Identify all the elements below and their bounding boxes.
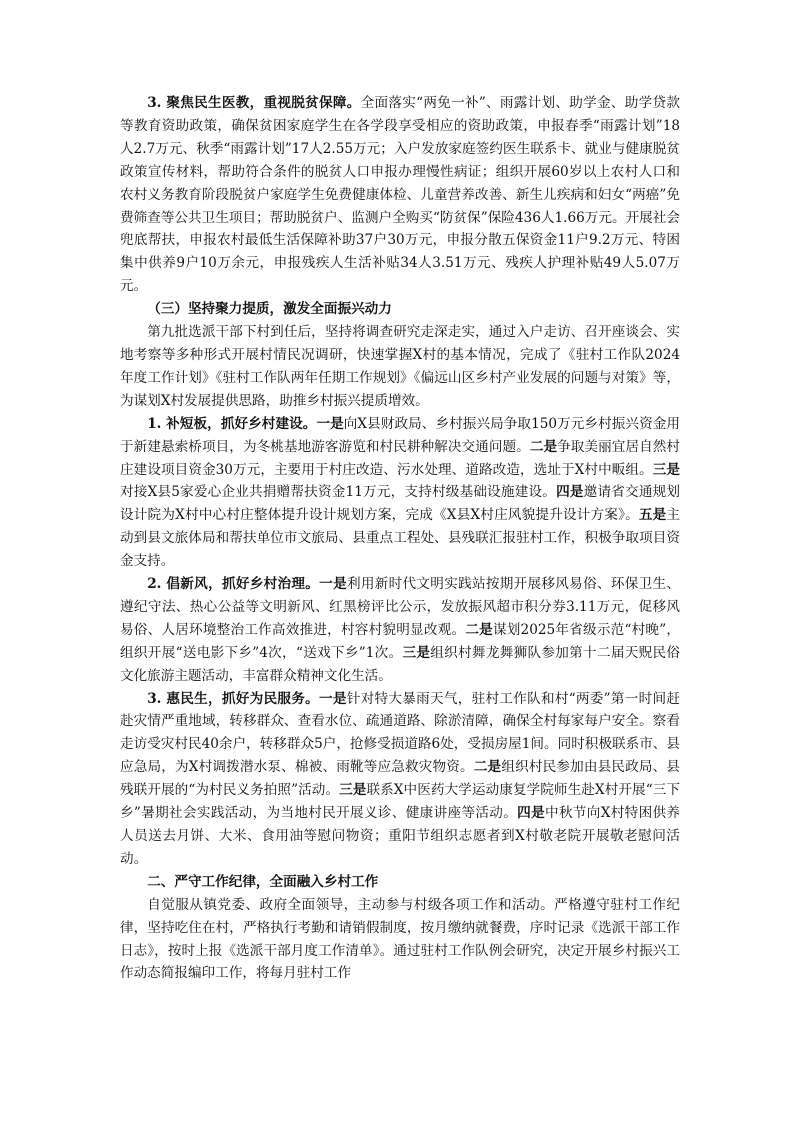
bold-lead-segment: 四是 xyxy=(556,484,584,501)
bold-lead-segment: 二是 xyxy=(473,759,502,776)
paragraph-discipline: 自觉服从镇党委、政府全面领导，主动参与村级各项工作和活动。严格遵守驻村工作纪律，坚持吃住在村，严格执行考勤和请销假制度，按月缴纳就餐费，序时记录《选派干部工作日志》，按时上报《选派干部月度工作清单》。通过驻村工作队例会研究，决定开展乡村振兴工作动态简报编印工作，将每月驻村工作 xyxy=(120,896,680,982)
bold-lead-segment: 三是 xyxy=(402,644,431,661)
paragraph-public-service xyxy=(120,688,680,871)
document-page xyxy=(120,92,680,985)
paragraph-text: 全面落实“两免一补”、雨露计划、助学金、助学贷款等教育资助政策，确保贫困家庭学生在各学段享受相应的资助政策，申报春季“雨露计划”18人2.7万元、秋季“雨露计划”17人2.55万元；入户发放家庭签约医生联系卡、就业与健康脱贫政策宣传材料，帮助符合条件的脱贫人口申报办理慢性病证；组织开展60岁以上农村人口和农村义务教育阶段脱贫户家庭学生免费健康体检、儿童营养改善、新生儿疾病和妇女“两癌”免费筛查等公共卫生项目；帮助脱贫户、监测户全购买“防贫保”保险436人1.66万元。开展社会兜底帮扶，申报农村最低生活保障补助37户30万元，申报分散五保资金11户9.2万元、特困集中供养9户10万余元，申报残疾人生活补贴34人3.51万元、残疾人护理补贴49人5.07万元。 xyxy=(120,95,680,295)
bold-lead-segment: 3. 惠民生，抓好为民服务。一是 xyxy=(147,690,347,707)
section-heading-3: （三）坚持聚力提质，激发全面振兴动力 xyxy=(147,301,392,318)
text-segment: 针对特大暴雨天气，驻村工作队和村“两委”第一时间赶赴灾情严重地域，转移群众、查看水位、疏通道路、除淤清障，确保全村每家每户安全。察看走访受灾村民40余户，转移群众5户，抢修受损道路6处，受损房屋1间。同时积极联系市、县应急局，为X村调拨潜水泵、棉被、雨靴等应急救灾物资。 xyxy=(120,690,680,776)
paragraph-rural-construction xyxy=(120,413,680,573)
text-segment: 利用新时代文明实践站按期开展移风易俗、环保卫生、遵纪守法、热心公益等文明新风、红黑榜评比公示，发放振风超市积分券3.11万元，促移风易俗、人居环境整治工作高效推进，村容村貌明显改观。 xyxy=(120,576,680,638)
bold-lead-segment: 三是 xyxy=(652,461,680,478)
bold-lead-segment: 2. 倡新风，抓好乡村治理。一是 xyxy=(147,576,347,593)
paragraph-rural-governance xyxy=(120,573,680,688)
bold-lead-segment: 四是 xyxy=(517,805,546,822)
bold-lead-segment: 二是 xyxy=(529,438,558,455)
text-segment: 争取美丽宜居自然村庄建设项目资金30万元，主要用于村庄改造、污水处理、道路改造，选址于X村中畈组。 xyxy=(120,438,681,478)
paragraph-survey: 第九批选派干部下村到任后，坚持将调查研究走深走实，通过入户走访、召开座谈会、实地考察等多种形式开展村情民况调研，快速掌握X村的基本情况，完成了《驻村工作队2024年度工作计划》《驻村工作队两年任期工作规划》《偏远山区乡村产业发展的问题与对策》等，为谋划X村发展提供思路，助推乡村振兴提质增效。 xyxy=(120,324,680,409)
paragraph-education-medical xyxy=(120,92,680,298)
text-segment: 中秋节向X村特困供养人员送去月饼、大米、食用油等慰问物资；重阳节组织志愿者到X村敬老院开展敬老慰问活动。 xyxy=(120,805,681,867)
text-segment: 组织村民参加由县民政局、县残联开展的“为村民义务拍照”活动。 xyxy=(120,759,680,799)
text-segment: 主动到县文旅体局和帮扶单位市文旅局、县重点工程处、县残联汇报驻村工作，积极争取项目资金支持。 xyxy=(120,507,680,570)
text-segment: 谋划2025年省级示范“村晚”，组织开展“送电影下乡”4次，“送戏下乡”1次。 xyxy=(120,621,680,661)
section-heading-discipline: 二、严守工作纪律，全面融入乡村工作 xyxy=(147,873,379,890)
bold-lead-segment: 1. 补短板，抓好乡村建设。一是 xyxy=(147,415,344,432)
bold-lead-segment: 五是 xyxy=(638,507,667,524)
text-segment: 联系X中医药大学运动康复学院师生赴X村开展“三下乡”暑期社会实践活动，为当地村民开展义诊、健康讲座等活动。 xyxy=(120,782,680,822)
text-segment: 对接X县5家爱心企业共捐赠帮扶资金11万元，支持村级基础设施建设。 xyxy=(120,484,557,501)
bold-lead-segment: 三是 xyxy=(339,782,367,799)
text-segment: 邀请省交通规划设计院为X村中心村庄整体提升设计规划方案，完成《X县X村庄风貌提升设计方案》。 xyxy=(120,484,680,524)
text-segment: 组织村舞龙舞狮队参加第十二届天贶民俗文化旅游主题活动，丰富群众精神文化生活。 xyxy=(120,644,681,684)
bold-lead-segment: 二是 xyxy=(465,621,493,638)
paragraph-lead: 3. 聚焦民生医教，重视脱贫保障。 xyxy=(147,95,361,111)
text-segment: 向X县财政局、乡村振兴局争取150万元乡村振兴资金用于新建悬索桥项目，为冬桃基地游客游览和村民耕种解决交通问题。 xyxy=(120,415,680,455)
